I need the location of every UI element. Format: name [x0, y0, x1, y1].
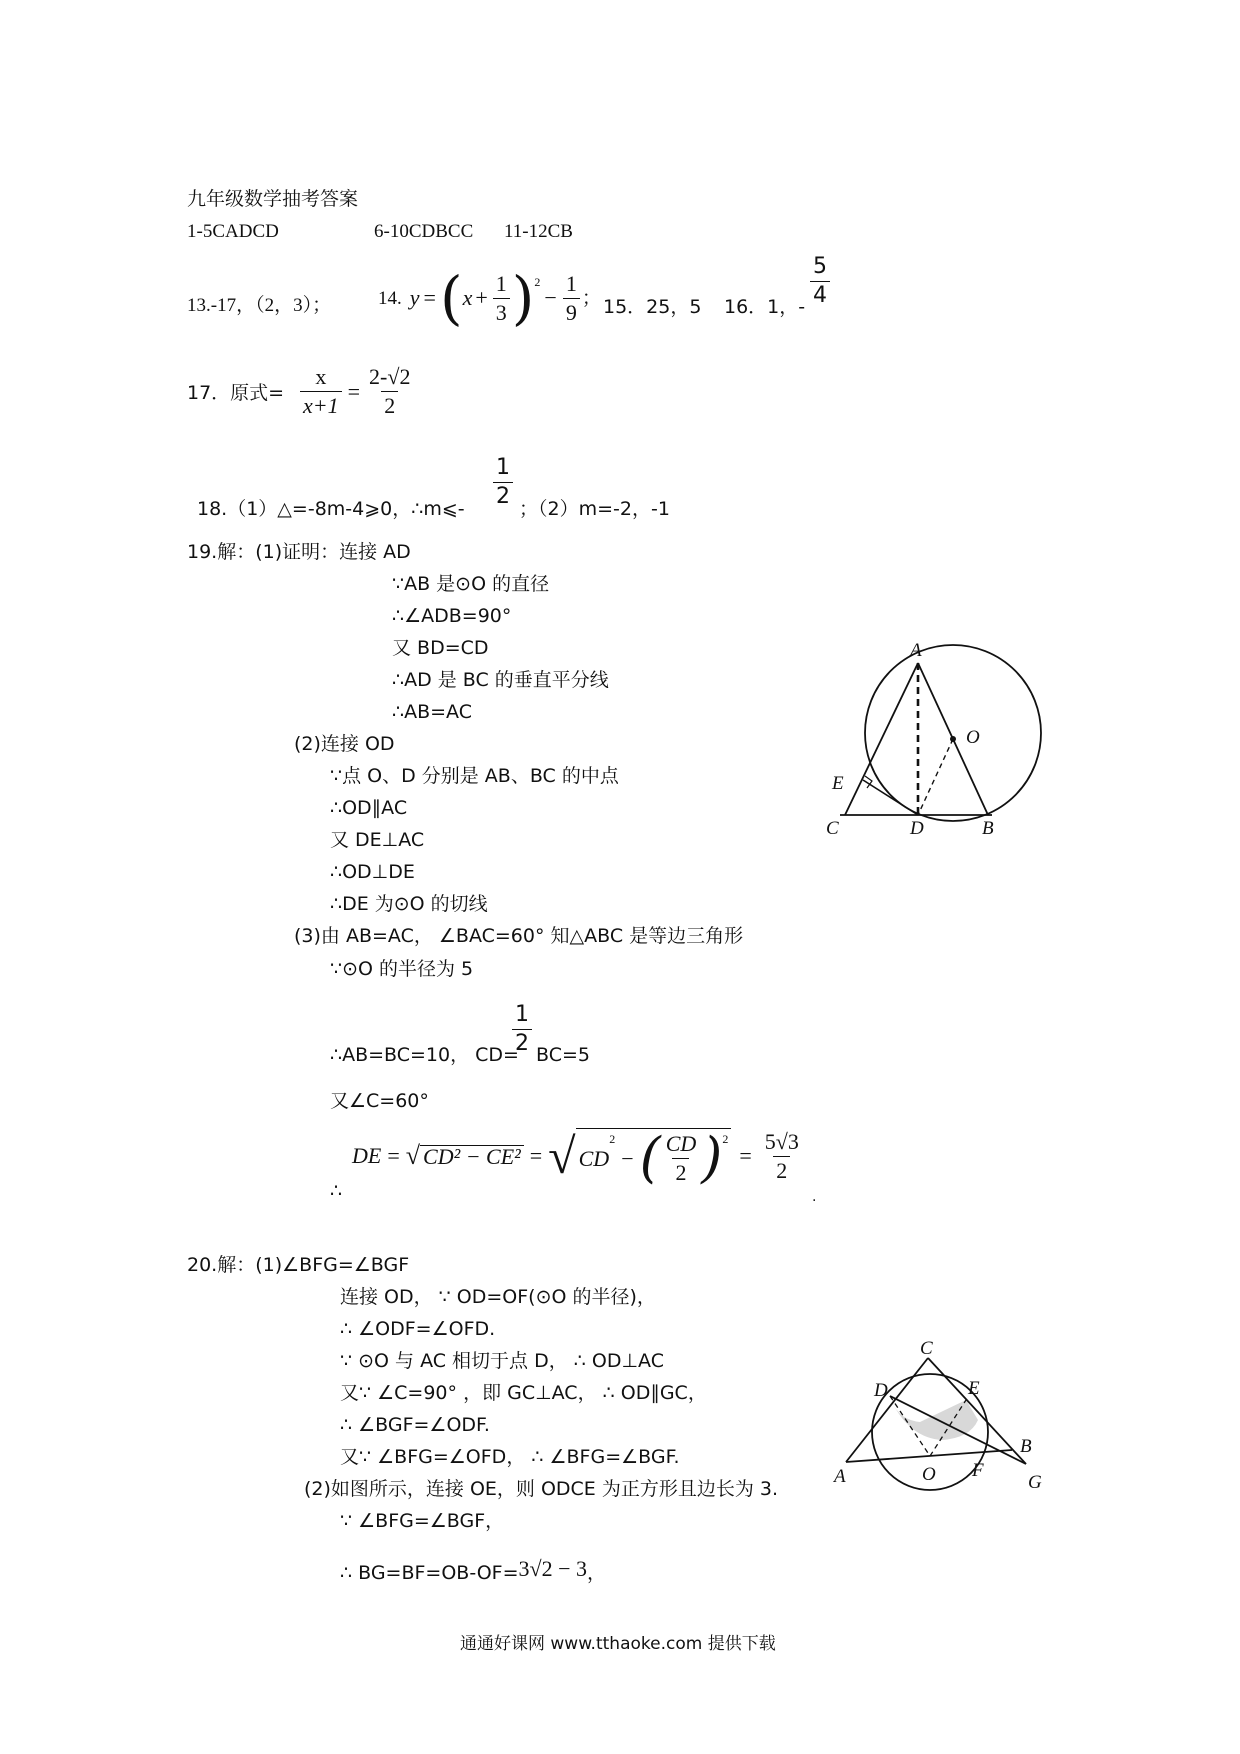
q14-y: y	[409, 285, 420, 311]
q17-eq: =	[347, 378, 361, 404]
q20-line: 连接 OD， ∵ OD=OF(⊙O 的半径)，	[340, 1286, 656, 1308]
label-o: O	[966, 727, 980, 748]
label-a: A	[910, 640, 922, 661]
q19-cd-frac-num: 1	[515, 1002, 529, 1027]
de-result-num: 5√3	[764, 1128, 799, 1154]
label-d: D	[910, 818, 924, 839]
q14-x: x	[462, 285, 473, 311]
de-cd-half-den: 2	[672, 1158, 689, 1184]
label-c: C	[826, 818, 839, 839]
q19-line: ∴DE 为⊙O 的切线	[330, 893, 488, 915]
q19-part3: (3)由 AB=AC， ∠BAC=60° 知△ABC 是等边三角形	[294, 925, 744, 947]
q19-line: 又 BD=CD	[392, 637, 489, 659]
q19-line: ∵AB 是⊙O 的直径	[392, 573, 550, 595]
q20-line: ∴ ∠BGF=∠ODF.	[340, 1414, 490, 1436]
q14-frac1-den: 3	[493, 298, 510, 324]
segment-ab	[846, 1450, 1012, 1462]
segment-cg	[928, 1358, 1026, 1464]
de-result-den: 2	[773, 1156, 790, 1182]
de-paren-exp: 2	[722, 1132, 729, 1146]
center-point	[950, 736, 956, 742]
q16-answer: 16．1，-	[724, 296, 806, 318]
de-cd-half-num: CD	[665, 1131, 697, 1156]
segment-od	[918, 739, 953, 815]
q19-line: 又 DE⊥AC	[330, 829, 425, 851]
label-c: C	[920, 1340, 933, 1359]
de-eq2: =	[529, 1143, 543, 1168]
q13-answer: 13.-17，（2，3）；	[187, 295, 332, 316]
q17-frac1-num: x	[315, 364, 327, 389]
q20-line8-pre: ∴ BG=BF=OB-OF=	[340, 1562, 519, 1584]
de-radicand-1: CD² − CE²	[420, 1145, 524, 1168]
de-minus: −	[621, 1145, 634, 1171]
q20-line: ∵ ∠BFG=∠BGF，	[340, 1510, 505, 1532]
de-cd-half	[663, 1133, 700, 1184]
answers-6-10: 6-10CDBCC	[374, 221, 474, 242]
q17-frac2-num: 2-√2	[369, 364, 411, 389]
stray-dot: .	[812, 1189, 817, 1205]
q20-part2: (2)如图所示，连接 OE，则 ODCE 为正方形且边长为 3.	[304, 1478, 779, 1500]
q17-label: 17．原式=	[187, 382, 285, 404]
q20-line8-value: 3√2 − 3	[518, 1555, 588, 1581]
de-cd: CD	[578, 1145, 610, 1171]
q14-frac1	[493, 270, 510, 325]
q20-line8-post: ，	[587, 1562, 607, 1584]
label-e: E	[968, 1378, 980, 1399]
de-right-paren: )	[701, 1126, 723, 1190]
q18-answer-post: ；（2）m=-2，-1	[519, 498, 670, 520]
q19-line: ∴OD⊥DE	[330, 861, 415, 883]
q20-line: 又∵ ∠BFG=∠OFD， ∴ ∠BFG=∠BGF.	[340, 1446, 680, 1468]
de-radicand-2	[576, 1126, 732, 1190]
q16-frac	[810, 256, 830, 307]
q20-line: ∴ ∠ODF=∠OFD.	[340, 1318, 496, 1340]
q20-line-8	[340, 1555, 607, 1584]
de-cd-exp: 2	[609, 1132, 616, 1146]
answers-11-12: 11-12CB	[504, 221, 573, 242]
q19-line: ∴AB=AC	[392, 701, 472, 723]
q19-line: 又∠C=60°	[330, 1090, 429, 1112]
q14-exponent: 2	[534, 275, 541, 289]
q17-frac2-den: 2	[381, 391, 398, 417]
therefore-symbol: ∴	[330, 1180, 343, 1202]
q14-frac2-num: 1	[565, 270, 577, 296]
page-title: 九年级数学抽考答案	[187, 188, 359, 210]
label-f: F	[972, 1460, 984, 1481]
q19-cd-frac	[512, 1004, 532, 1055]
q14-frac1-num: 1	[495, 270, 507, 296]
label-b: B	[1020, 1436, 1032, 1457]
q19-line: ∴OD∥AC	[330, 797, 408, 819]
q20-line: 又∵ ∠C=90° ，即 GC⊥AC， ∴ OD∥GC，	[340, 1382, 707, 1404]
sqrt-icon: √	[405, 1141, 421, 1170]
q19-head: 19.解：(1)证明：连接 AD	[187, 541, 411, 563]
q14-left-paren: (	[439, 264, 463, 332]
q19-figure	[820, 630, 1060, 850]
label-g: G	[1028, 1472, 1042, 1493]
q18-frac	[493, 457, 513, 508]
q19-line: ∴AD 是 BC 的垂直平分线	[392, 669, 609, 691]
q14-frac2-den: 9	[563, 298, 580, 324]
q17-frac1-den: x+1	[300, 391, 342, 417]
q16-frac-num: 5	[813, 254, 827, 279]
q19-line: BC=5	[536, 1044, 590, 1066]
q17-frac1	[300, 366, 342, 417]
de-eq: =	[387, 1143, 400, 1168]
q20-figure	[830, 1340, 1060, 1510]
q19-line: ∴AB=BC=10， CD=	[330, 1044, 519, 1066]
q14-label: 14.	[378, 287, 402, 309]
page-footer: 通通好课网 www.tthaoke.com 提供下载	[460, 1634, 776, 1654]
segment-de	[863, 780, 918, 815]
q14-eq: =	[423, 285, 436, 311]
segment-ac	[846, 1358, 928, 1462]
sqrt-icon: √	[548, 1128, 576, 1184]
q16-fraction	[808, 256, 832, 307]
label-o: O	[922, 1464, 936, 1485]
q16-frac-den: 4	[810, 281, 830, 307]
q19-cd-frac-den: 2	[512, 1029, 532, 1055]
q15-answer: 15．25，5	[603, 296, 702, 318]
q14-formula	[378, 264, 601, 332]
q14-minus: −	[544, 285, 557, 311]
label-d: D	[874, 1380, 888, 1401]
de-formula	[352, 1126, 804, 1190]
de-eq3: =	[739, 1143, 752, 1168]
de-result	[762, 1128, 802, 1183]
q17-frac2	[366, 366, 413, 417]
q19-line: ∵点 O、D 分别是 AB、BC 的中点	[330, 765, 619, 787]
q19-cd-fraction	[510, 1004, 534, 1055]
q14-frac2	[563, 270, 580, 325]
q19-line: ∵⊙O 的半径为 5	[330, 958, 474, 980]
label-b: B	[982, 818, 994, 839]
q14-end: ；	[581, 286, 601, 309]
q18-frac-num: 1	[496, 455, 510, 480]
de-lhs: DE	[352, 1143, 382, 1168]
label-e: E	[832, 773, 844, 794]
de-left-paren: (	[639, 1126, 661, 1190]
q19-part2: (2)连接 OD	[294, 733, 395, 755]
answers-1-5: 1-5CADCD	[187, 221, 279, 242]
q20-line: ∵ ⊙O 与 AC 相切于点 D， ∴ OD⊥AC	[340, 1350, 664, 1372]
circle-o	[865, 645, 1041, 821]
q14-right-paren: )	[511, 264, 535, 332]
q20-head: 20.解：(1)∠BFG=∠BGF	[187, 1254, 410, 1276]
q18-fraction	[491, 457, 515, 508]
label-a: A	[834, 1466, 846, 1487]
q18-frac-den: 2	[493, 482, 513, 508]
q14-plus: +	[475, 285, 488, 311]
q17-formula	[298, 366, 415, 417]
q19-line: ∴∠ADB=90°	[392, 605, 512, 627]
q18-answer-pre: 18.（1）△=-8m-4⩾0，∴m⩽-	[197, 498, 465, 520]
